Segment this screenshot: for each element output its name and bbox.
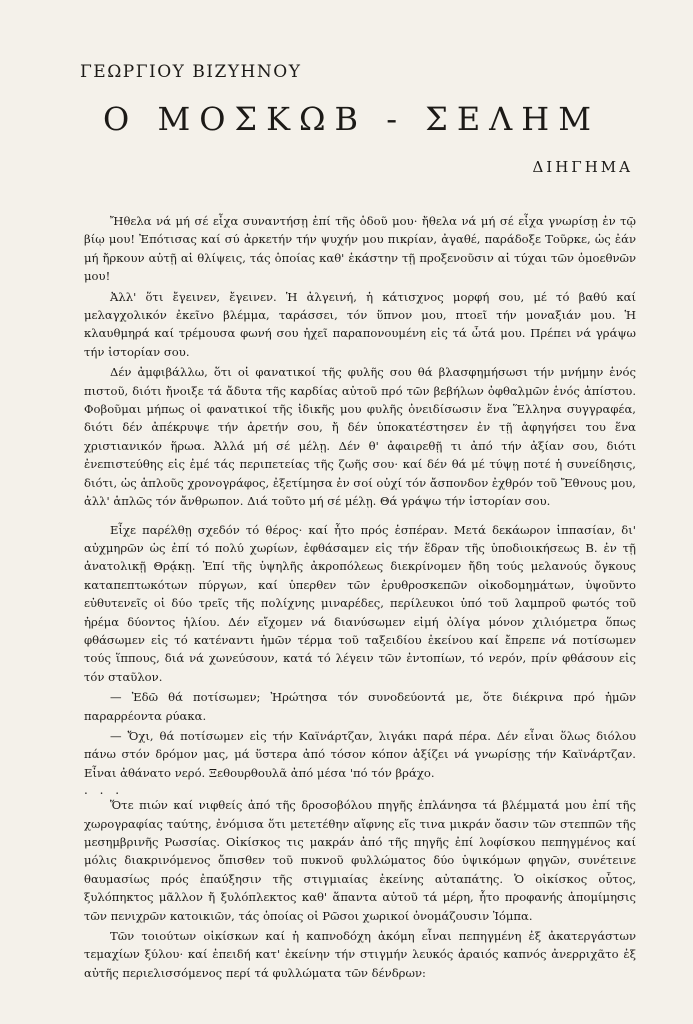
story-body [84, 212, 636, 984]
genre-label: ΔΙΗΓΗΜΑ [532, 158, 633, 176]
section-separator: . . . [84, 783, 124, 798]
dialogue-line: — Ἐδῶ θά ποτίσωμεν; Ἠρώτησα τόν συνοδεύοντά με, ὅτε διέκρινα πρό ἡμῶν παραρρέοντα ρύακα. [84, 690, 636, 723]
paragraph: Ἤθελα νά μή σέ εἶχα συναντήσῃ ἐπί τῆς ὁδοῦ μου· ἤθελα νά μή σέ εἶχα γνωρίσῃ ἐν τῷ βίῳ μου! Ἐπότισας καί σύ ἀρκετήν τήν ψυχήν μου πικρίαν, ἀγαθέ, παράδοξε Τοῦρκε, ὡς ἐάν μή ἤρκουν αὐτῇ αἱ θλίψεις, τάς ὁποίας καθ' ἑκάστην τῇ προξενοῦσιν αἱ τύχαι τῶν ὁμοεθνῶν μου! [84, 214, 636, 284]
paragraph: Εἶχε παρέλθῃ σχεδόν τό θέρος· καί ἦτο πρός ἑσπέραν. Μετά δεκάωρον ἱππασίαν, δι' αὐχμηρῶν ὡς ἐπί τό πολύ χωρίων, ἐφθάσαμεν εἰς τήν ἕδραν τῆς ὑποδιοικήσεως Β. ἐν τῇ ἀνατολικῇ Θρᾴκῃ. Ἐπί τῆς ὑψηλῆς ἀκροπόλεως διεκρίνομεν ἤδη τούς μελανούς ὄγκους καταπεπτωκότων πύργων, καί ὑπερθεν τῶν ἐρυθροσκεπῶν οἰκοδομημάτων, ὑψοῦντο εὐθυτενεῖς οἱ δύο τρεῖς τῆς πολίχνης μιναρέδες, περίλευκοι ὑπό τοῦ λαμπροῦ φωτός τοῦ ἠρέμα δύοντος ἡλίου. Δέν εἴχομεν νά διανύσωμεν εἰμή ὀλίγα μόνον χιλιόμετρα ὅπως φθάσωμεν εἰς τό κατέναντι ἡμῶν τέρμα τοῦ ταξειδίου ἐκείνου καί ἔπρεπε νά ποτίσωμεν τούς ἵππους, διά νά χωνεύσουν, κατά τό λέγειν τῶν ἐντοπίων, τό νερόν, πρίν φθάσουν εἰς τόν σταῦλον. [84, 522, 636, 684]
paragraph: Τῶν τοιούτων οἰκίσκων καί ἡ καπνοδόχη ἀκόμη εἶναι πεπηγμένη ἐξ ἀκατεργάστων τεμαχίων ξύλου· καί ἐπειδή κατ' ἐκείνην τήν στιγμήν λευκός ἀραιός καπνός ἀνερριχᾶτο ἐξ αὐτῆς περιελισσόμενος περί τά φυλλώματα τῶν δένδρων: [84, 929, 636, 980]
author-name: ΓΕΩΡΓΙΟΥ ΒΙΖΥΗΝΟΥ [80, 62, 302, 82]
dialogue-line: — Ὄχι, θά ποτίσωμεν εἰς τήν Καϊνάρτζαν, λιγάκι παρά πέρα. Δέν εἶναι ὅλως διόλου πάνω στόν δρόμον μας, μά ὕστερα ἀπό τόσον κόπον ἀξίζει νά γνωρίσῃς τήν Καϊνάρτζαν. Εἶναι ἀθάνατο νερό. Ξεθουρθουλᾶ ἀπό μέσα 'πό τόν βράχο. [84, 728, 636, 780]
story-title: Ο ΜΟΣΚΩΒ - ΣΕΛΗΜ [103, 100, 600, 138]
paragraph: Δέν ἀμφιβάλλω, ὅτι οἱ φανατικοί τῆς φυλῆς σου θά βλασφημήσωσι τήν μνήμην ἑνός πιστοῦ, διότι ἤνοιξε τά ἄδυτα τῆς καρδίας αὐτοῦ πρό τῶν βεβήλων ὀφθαλμῶν ἑνός ἀπίστου. Φοβοῦμαι μήπως οἱ φανατικοί τῆς ἰδικῆς μου φυλῆς ὀνειδίσωσιν ἕνα Ἕλληνα συγγραφέα, διότι δέν ἀπέκρυψε τήν ἀρετήν σου, ἤ δέν ὑποκατέστησεν ἐν τῇ ἀφηγήσει του ἕνα χριστιανικόν ἥρωα. Ἀλλά μή σέ μέλῃ. Δέν θ' ἀφαιρεθῇ τι ἀπό τήν ἀξίαν σου, διότι ἐνεπιστεύθης εἰς ἐμέ τάς περιπετείας τῆς ζωῆς σου· καί δέν θά μέ τύψῃ ποτέ ἡ συνείδησις, διότι, ὡς ἁπλοῦς χρονογράφος, ἐξετίμησα ἐν σοί οὐχί τόν ἄσπονδον ἐχθρόν τοῦ Ἔθνους μου, ἀλλ' ἁπλῶς τόν ἄνθρωπον. Διά τοῦτο μή σέ μέλῃ. Θά γράψω τήν ἱστορίαν σου. [84, 365, 636, 509]
paragraph: Ὅτε πιών καί νιφθείς ἀπό τῆς δροσοβόλου πηγῆς ἐπλάνησα τά βλέμματά μου ἐπί τῆς χωρογραφίας ταύτης, ἐνόμισα ὅτι μετετέθην αἴφνης εἴς τινα μικράν ὄασιν τῶν στεππῶν τῆς μεσημβρινῆς Ρωσσίας. Οἰκίσκος τις μακράν ἀπό τῆς πηγῆς ἐπί λοφίσκου πεπηγμένος καί μόλις διακρινόμενος ὄπισθεν τοῦ πυκνοῦ φυλλώματος δύο ὑψικόμων φηγῶν, συνέτεινε θαυμασίως πρός ἐπαύξησιν τῆς στιγμιαίας ἐκείνης αὐταπάτης. Ὁ οἰκίσκος οὗτος, ξυλόπηκτος μᾶλλον ἤ ξυλόπλεκτος καθ' ἅπαντα αὐτοῦ τά μέρη, ἦτο προφανής ἀπομίμησις τῶν πενιχρῶν κατοικιῶν, τάς ὁποίας οἱ Ρῶσοι χωρικοί ὀνομάζουσιν Ἰόμπα. [84, 798, 636, 923]
paragraph: Ἀλλ' ὅτι ἔγεινεν, ἔγεινεν. Ἡ ἀλγεινή, ἡ κάτισχνος μορφή σου, μέ τό βαθύ καί μελαγχολικόν ἐκεῖνο βλέμμα, ταράσσει, τόν ὕπνον μου, πτοεῖ τήν μοναξιάν μου. Ἡ κλαυθμηρά καί τρέμουσα φωνή σου ἠχεῖ παραπονουμένη εἰς τά ὦτά μου. Πρέπει νά γράψω τήν ἱστορίαν σου. [84, 289, 636, 359]
